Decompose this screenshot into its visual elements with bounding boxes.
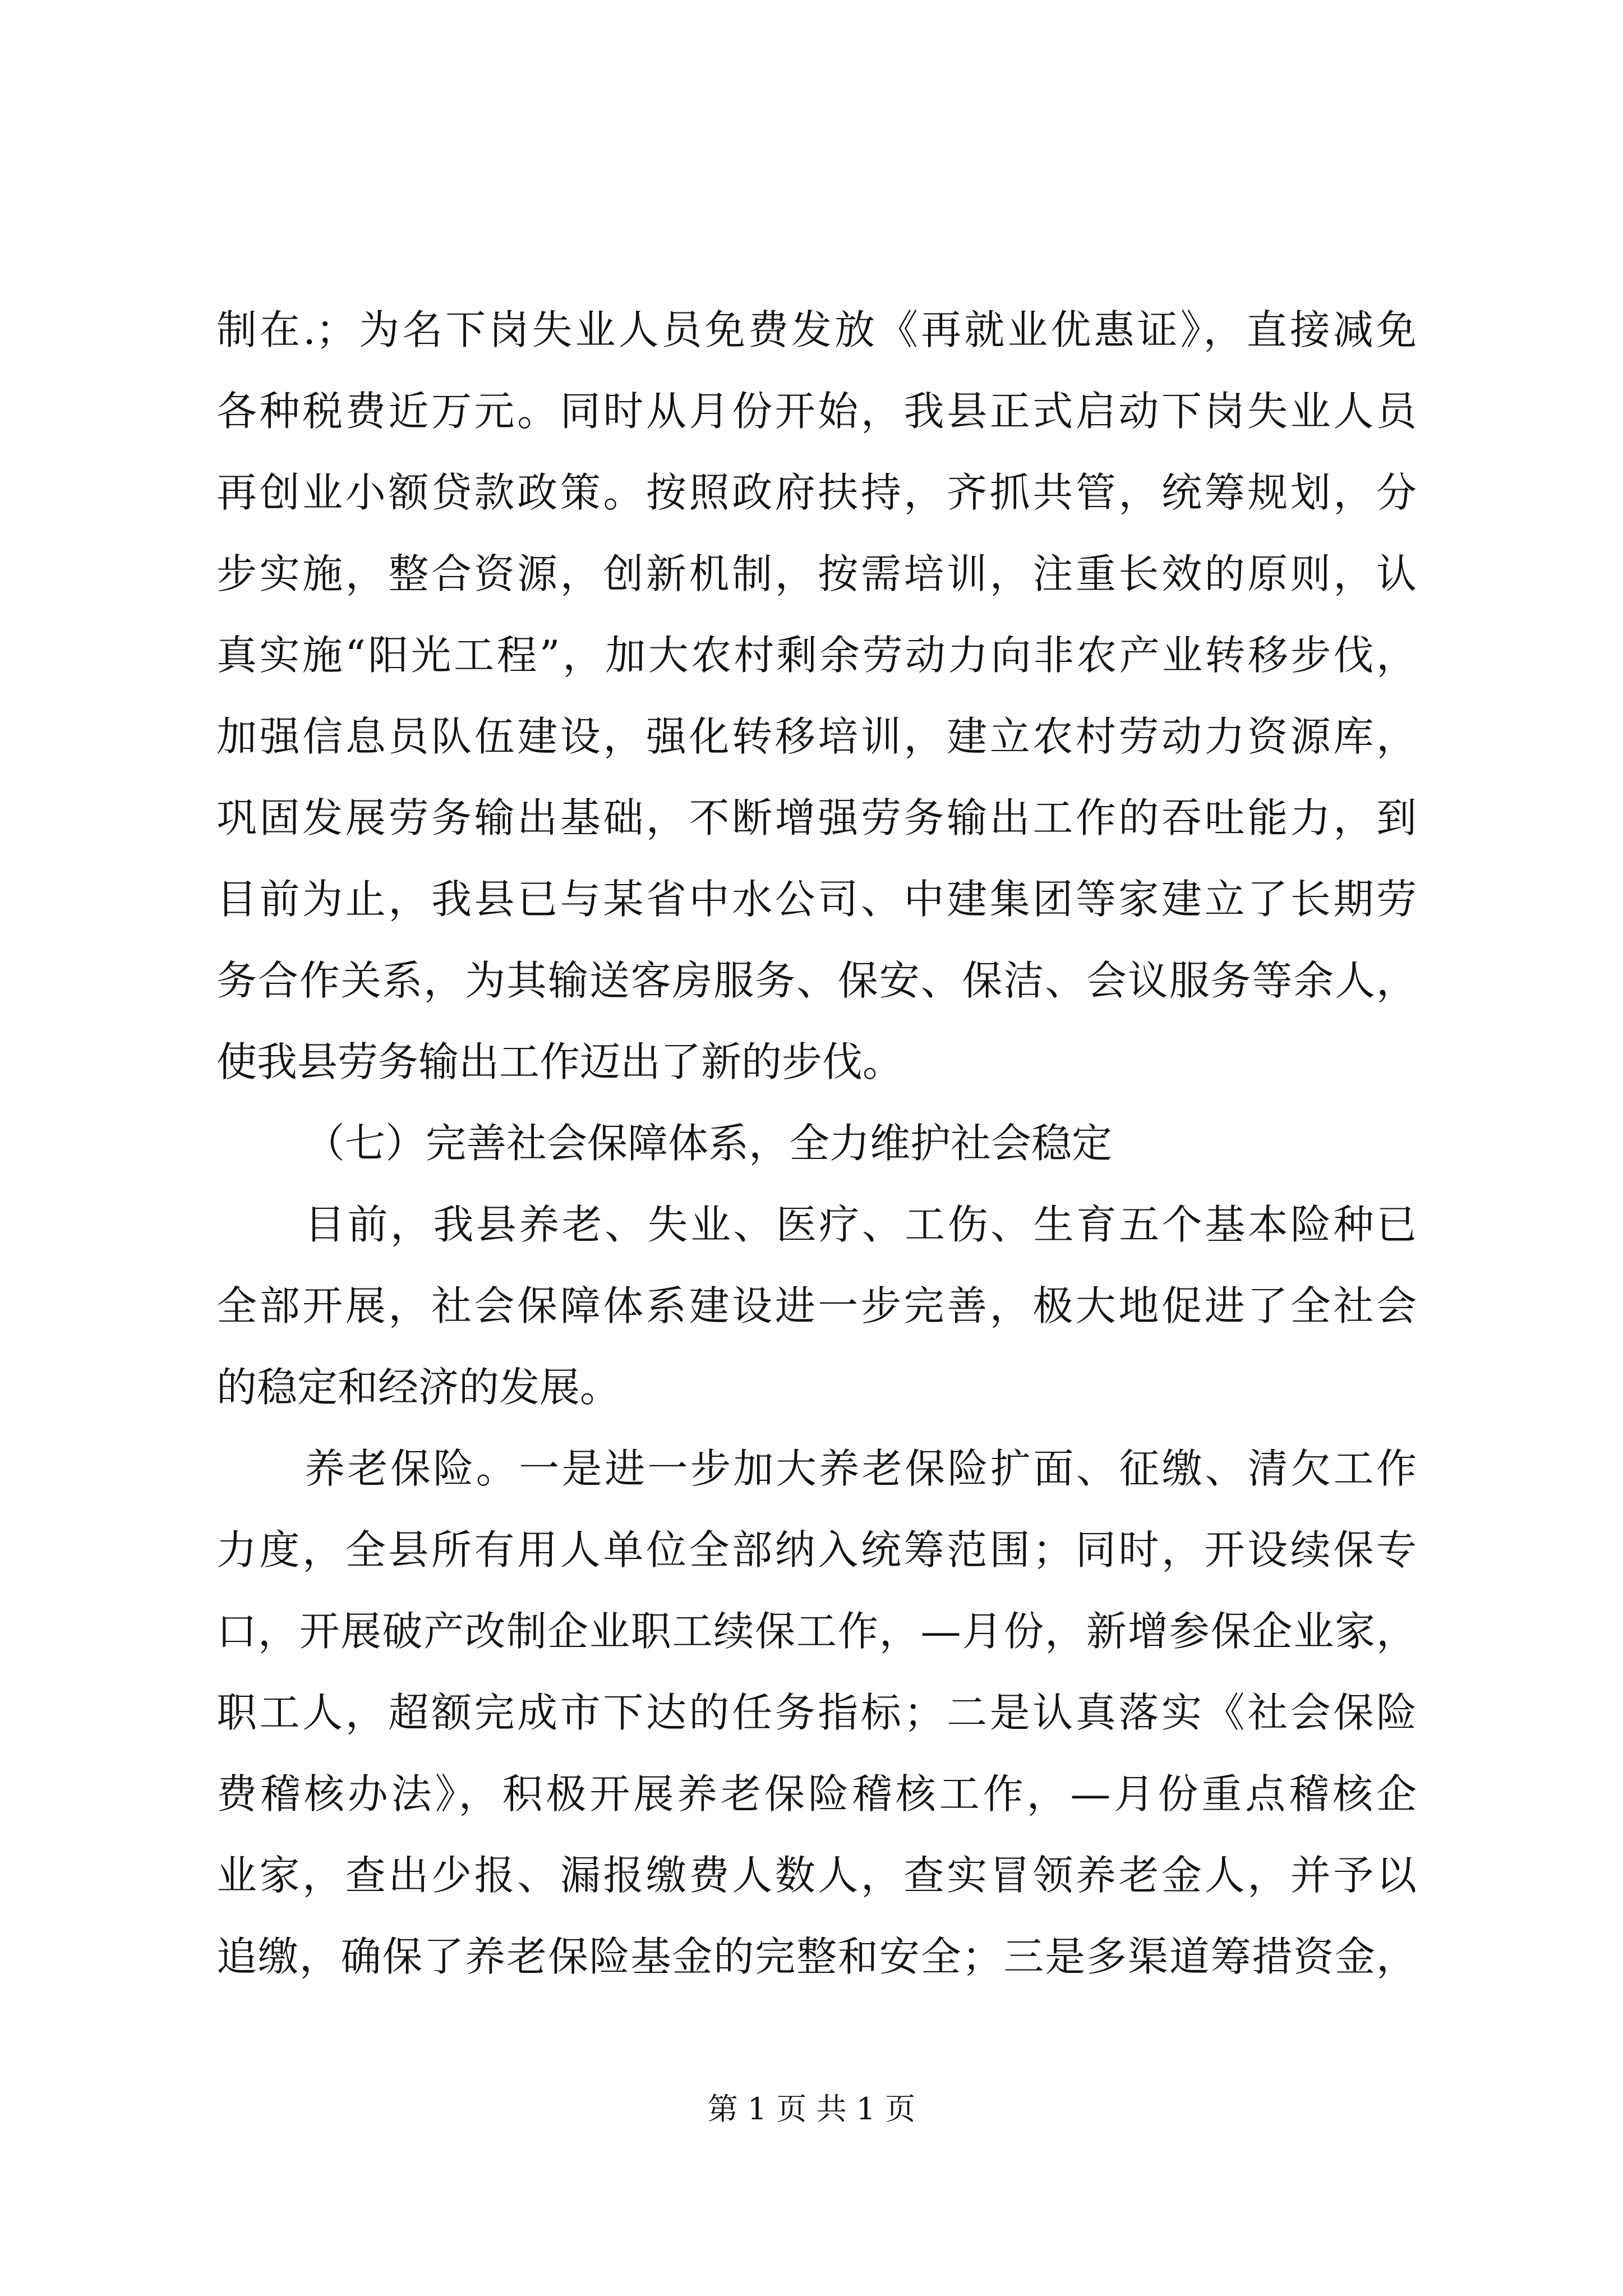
paragraph-line: 养老保险。一是进一步加大养老保险扩面、征缴、清欠工作 <box>305 1445 1417 1492</box>
paragraph-line: 步实施，整合资源，创新机制，按需培训，注重长效的原则，认 <box>216 550 1417 597</box>
paragraph-line: 使我县劳务输出工作迈出了新的步伐。 <box>216 1038 903 1085</box>
paragraph-line: 务合作关系，为其输送客房服务、保安、保洁、会议服务等余人， <box>216 957 1417 1004</box>
paragraph-line: 口，开展破产改制企业职工续保工作，—月份，新增参保企业家， <box>216 1608 1417 1655</box>
paragraph-line: 业家，查出少报、漏报缴费人数人，查实冒领养老金人，并予以 <box>216 1852 1417 1899</box>
paragraph-line: 追缴，确保了养老保险基金的完整和安全；三是多渠道筹措资金， <box>216 1933 1417 1980</box>
paragraph-line: 目前，我县养老、失业、医疗、工伤、生育五个基本险种已 <box>305 1201 1417 1248</box>
paragraph-line: 制在.；为名下岗失业人员免费发放《再就业优惠证》，直接减免 <box>216 306 1417 353</box>
section-heading: （七）完善社会保障体系，全力维护社会稳定 <box>305 1120 1113 1167</box>
page-footer: 第 1 页 共 1 页 <box>707 2091 916 2127</box>
paragraph-line: 费稽核办法》，积极开展养老保险稽核工作，—月份重点稽核企 <box>216 1770 1417 1818</box>
paragraph-line: 加强信息员队伍建设，强化转移培训，建立农村劳动力资源库， <box>216 713 1417 760</box>
paragraph-line: 巩固发展劳务输出基础，不断增强劳务输出工作的吞吐能力，到 <box>216 794 1417 841</box>
paragraph-line: 的稳定和经济的发展。 <box>216 1364 621 1411</box>
paragraph-line: 再创业小额贷款政策。按照政府扶持，齐抓共管，统筹规划，分 <box>216 469 1417 516</box>
paragraph-line: 真实施“阳光工程”，加大农村剩余劳动力向非农产业转移步伐， <box>216 632 1417 679</box>
paragraph-line: 各种税费近万元。同时从月份开始，我县正式启动下岗失业人员 <box>216 388 1417 435</box>
paragraph-line: 力度，全县所有用人单位全部纳入统筹范围；同时，开设续保专 <box>216 1526 1417 1573</box>
paragraph-line: 目前为止，我县已与某省中水公司、中建集团等家建立了长期劳 <box>216 876 1417 923</box>
paragraph-line: 全部开展，社会保障体系建设进一步完善，极大地促进了全社会 <box>216 1282 1417 1329</box>
paragraph-line: 职工人，超额完成市下达的任务指标；二是认真落实《社会保险 <box>216 1689 1417 1736</box>
